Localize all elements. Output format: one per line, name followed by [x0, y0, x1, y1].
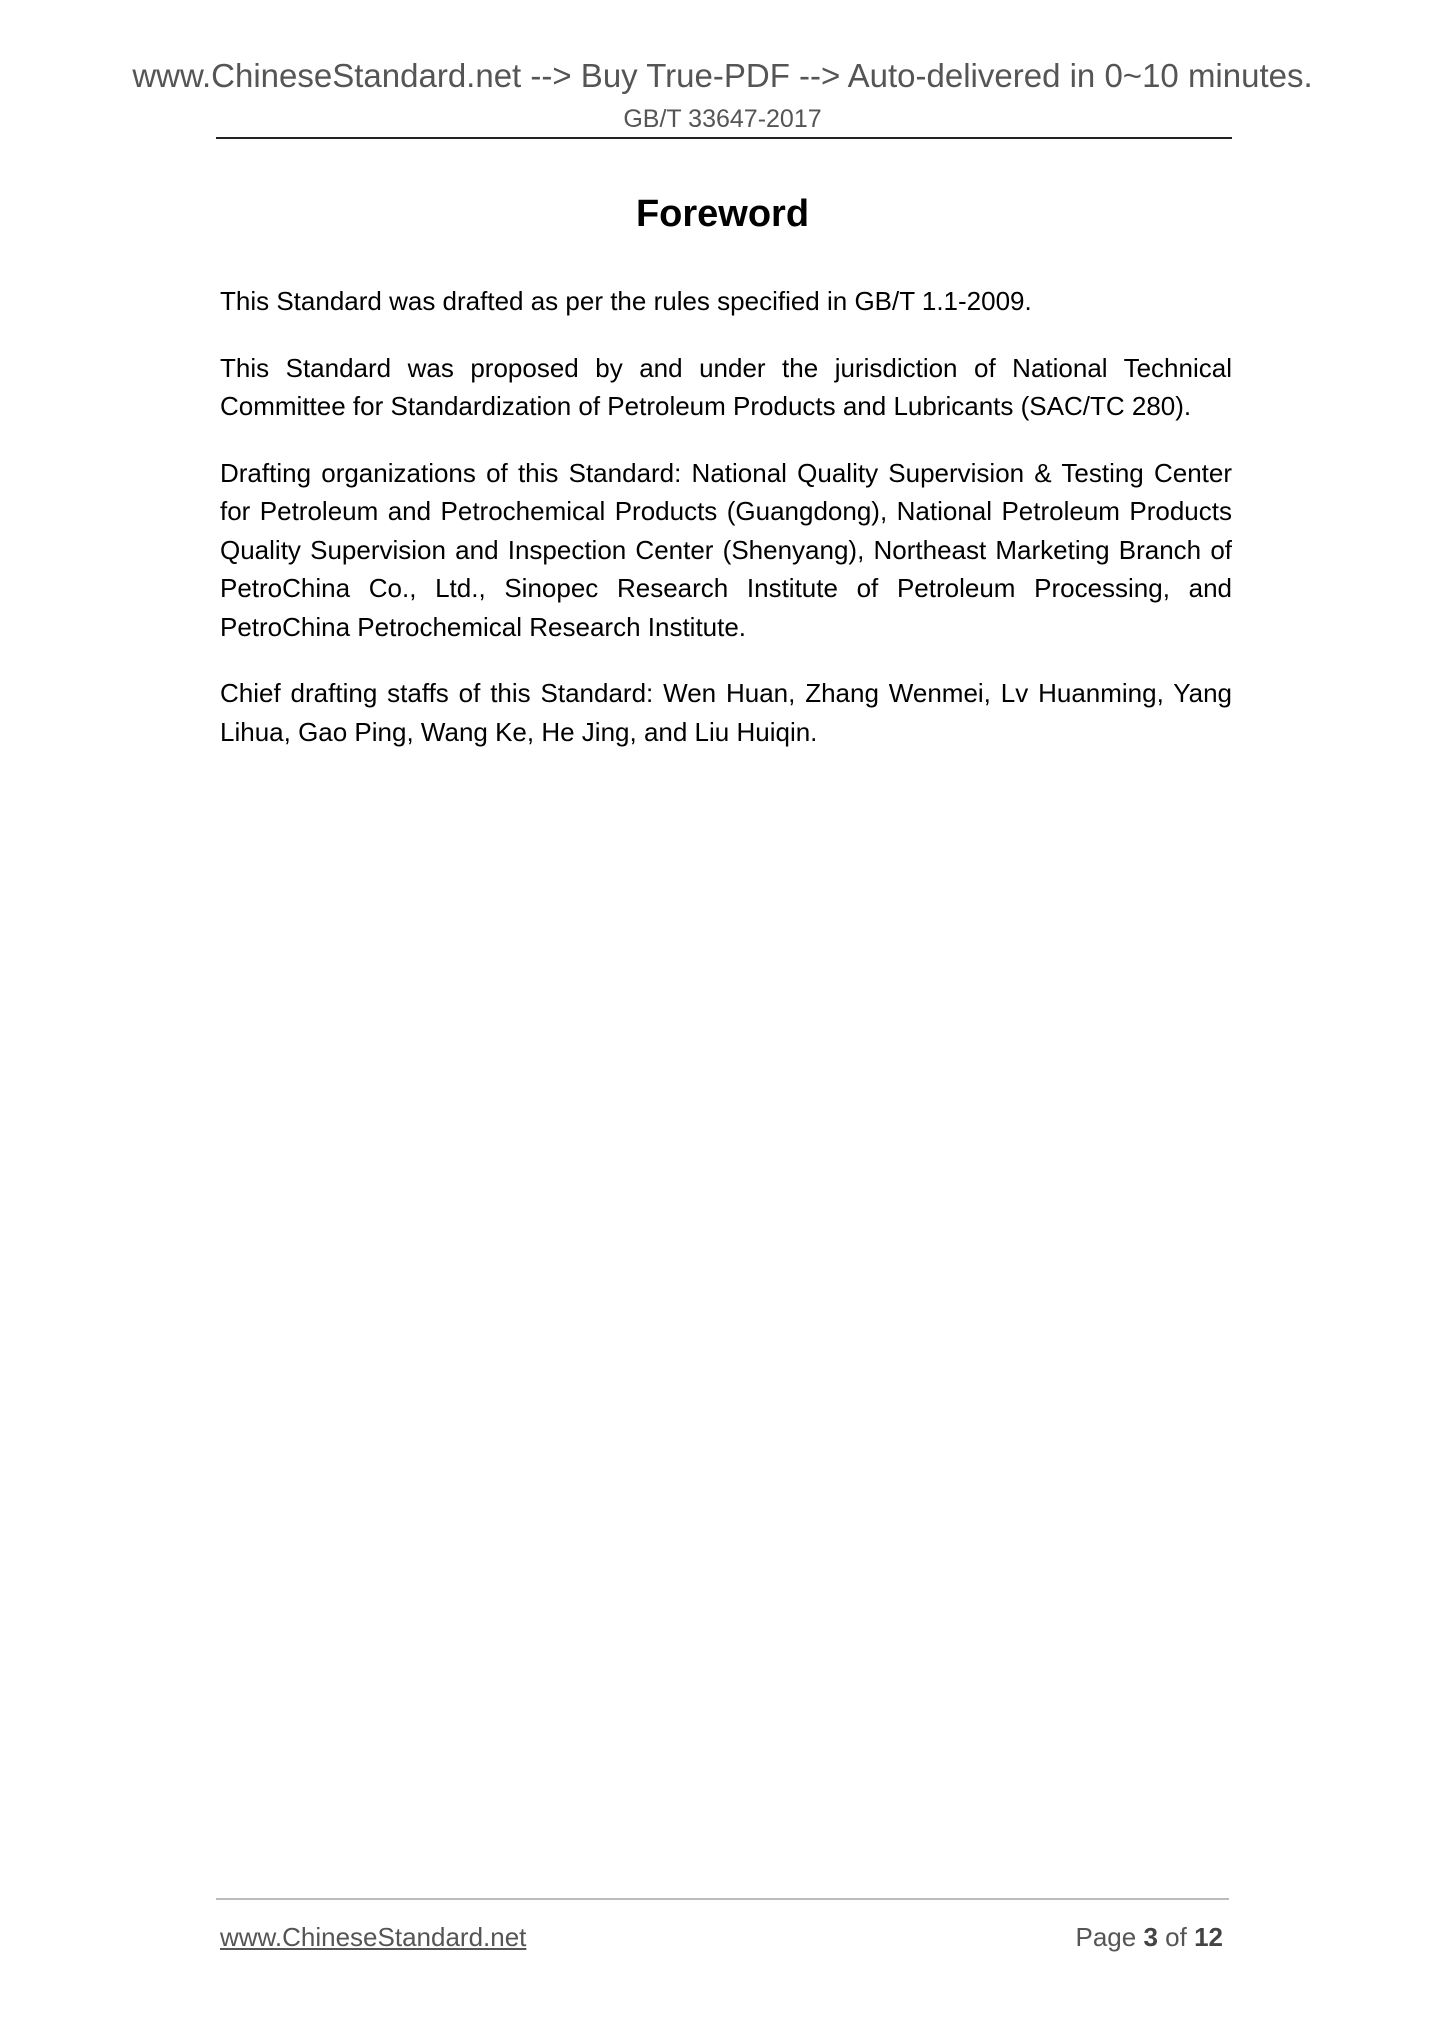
footer-site-link[interactable]: www.ChineseStandard.net [220, 1922, 527, 1952]
page-current: 3 [1143, 1922, 1158, 1952]
page-of: of [1165, 1922, 1187, 1952]
page-title: Foreword [635, 193, 810, 235]
paragraph-proposal: This Standard was proposed by and under the jurisdiction of National Technical Committee for Standardization of Petroleum Products and Lubricants (SAC/TC 280). [220, 352, 1232, 421]
header-divider [216, 137, 1232, 139]
page-total: 12 [1194, 1922, 1223, 1952]
page-prefix: Page [1075, 1922, 1137, 1952]
document-code: GB/T 33647-2017 [623, 105, 822, 133]
footer-divider [216, 1898, 1229, 1900]
foreword-body [220, 282, 1232, 779]
paragraph-drafting-staff: Chief drafting staffs of this Standard: Wen Huan, Zhang Wenmei, Lv Huanming, Yang Lihua, Gao Ping, Wang Ke, He Jing, and Liu Huiqin. [220, 678, 1232, 747]
page-number [1075, 1920, 1223, 1954]
paragraph-drafting-organizations: Drafting organizations of this Standard: National Quality Supervision & Testing Center for Petroleum and Petrochemical Products (Guangdong), National Petroleum Products Quality Supervision and Inspection Center (Shenyang), Northeast Marketing Branch of PetroChina Co., Ltd., Sinopec Research Institute of Petroleum Processing, and PetroChina Petrochemical Research Institute. [220, 457, 1232, 642]
paragraph-drafting-rules: This Standard was drafted as per the rules specified in GB/T 1.1-2009. [220, 286, 1032, 316]
header-banner: www.ChineseStandard.net --> Buy True-PDF --> Auto-delivered in 0~10 minutes. [132, 57, 1313, 94]
